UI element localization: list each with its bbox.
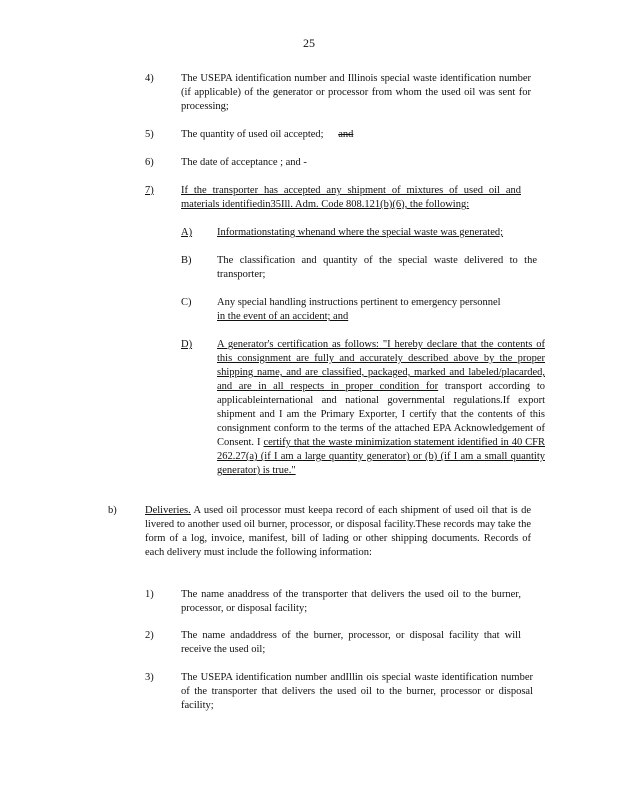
item-5-label: 5) [145,129,154,140]
subitem-c-underlined-text: in the event of an accident; and [217,311,349,322]
item-5 [181,128,531,142]
item-6-label: 6) [145,157,154,168]
delivery-item-1-text: The name anaddress of the transporter that delivers the used oil to the burner, processor, or disposal facility; [181,589,521,614]
delivery-item-2-label: 2) [145,630,154,641]
subitem-c-text: Any special handling instructions pertinent to emergency personnel [217,297,501,308]
delivery-item-3-label: 3) [145,672,154,683]
item-7-label: 7) [145,185,154,196]
item-5-struck-text: and [338,129,354,140]
item-7-text: If the transporter has accepted any shipment of mixtures of used oil and materials identifiedin35Ill. Adm. Code 808.121(b)(6), the following: [181,185,521,210]
certification-text-underlined: A generator's certification as follows: "I hereby declare that the contents of this consignment are fully and accurately described above by the proper shipping name, and are classified, packaged, marked and labeled/placarded, and are in all respects in proper condition for [217,339,545,392]
subitem-b-text: The classification and quantity of the special waste delivered to the transporter; [217,255,537,280]
item-4-label: 4) [145,73,154,84]
page-number: 25 [303,36,315,50]
subitem-c [217,296,537,324]
subitem-a-label: A) [181,227,193,238]
delivery-item-2-text: The name andaddress of the burner, processor, or disposal facility that will receive the used oil; [181,630,521,655]
item-5-text: The quantity of used oil accepted; [181,129,324,140]
item-4-text: The USEPA identification number and Illinois special waste identification number (if applicable) of the generator or processor from whom the used oil was sent for processing; [181,73,531,112]
subitem-b-label: B) [181,255,192,266]
delivery-item-1-label: 1) [145,589,154,600]
section-b-heading: Deliveries. [145,505,191,516]
subitem-a-text: Informationstating whenand where the special waste was generated; [217,227,504,238]
subitem-d-label: D) [181,339,193,350]
certification-text-underlined-end: certify that the waste minimization statement identified in 40 CFR 262.27(a) (if I am a large quantity generator) or (b) (if I am a small quantity generator) is true." [217,437,546,476]
section-b-label: b) [108,505,117,516]
section-b-text: A used oil processor must keepa record of each shipment of used oil that is de livered to another used oil burner, processor, or disposal facility.These records may take the form of a log, invoice, manifest, bill of lading or other shipping documents. Records of each delivery must include the following information: [145,505,532,558]
section-b [145,504,531,560]
item-6-text: The date of acceptance ; and - [181,157,307,168]
certification-text: transport according to applicableinternational and national governmental regulations.If export shipment and I am the Primary Exporter, I certify that the contents of this consignment conform to the terms of the attached EPA Acknowledgement of Consent. I [217,381,546,448]
subitem-c-label: C) [181,297,192,308]
subitem-d [217,338,545,478]
delivery-item-3-text: The USEPA identification number andIllin ois special waste identification number of the transporter that delivers the used oil to the burner, processor or disposal facility; [181,672,533,711]
